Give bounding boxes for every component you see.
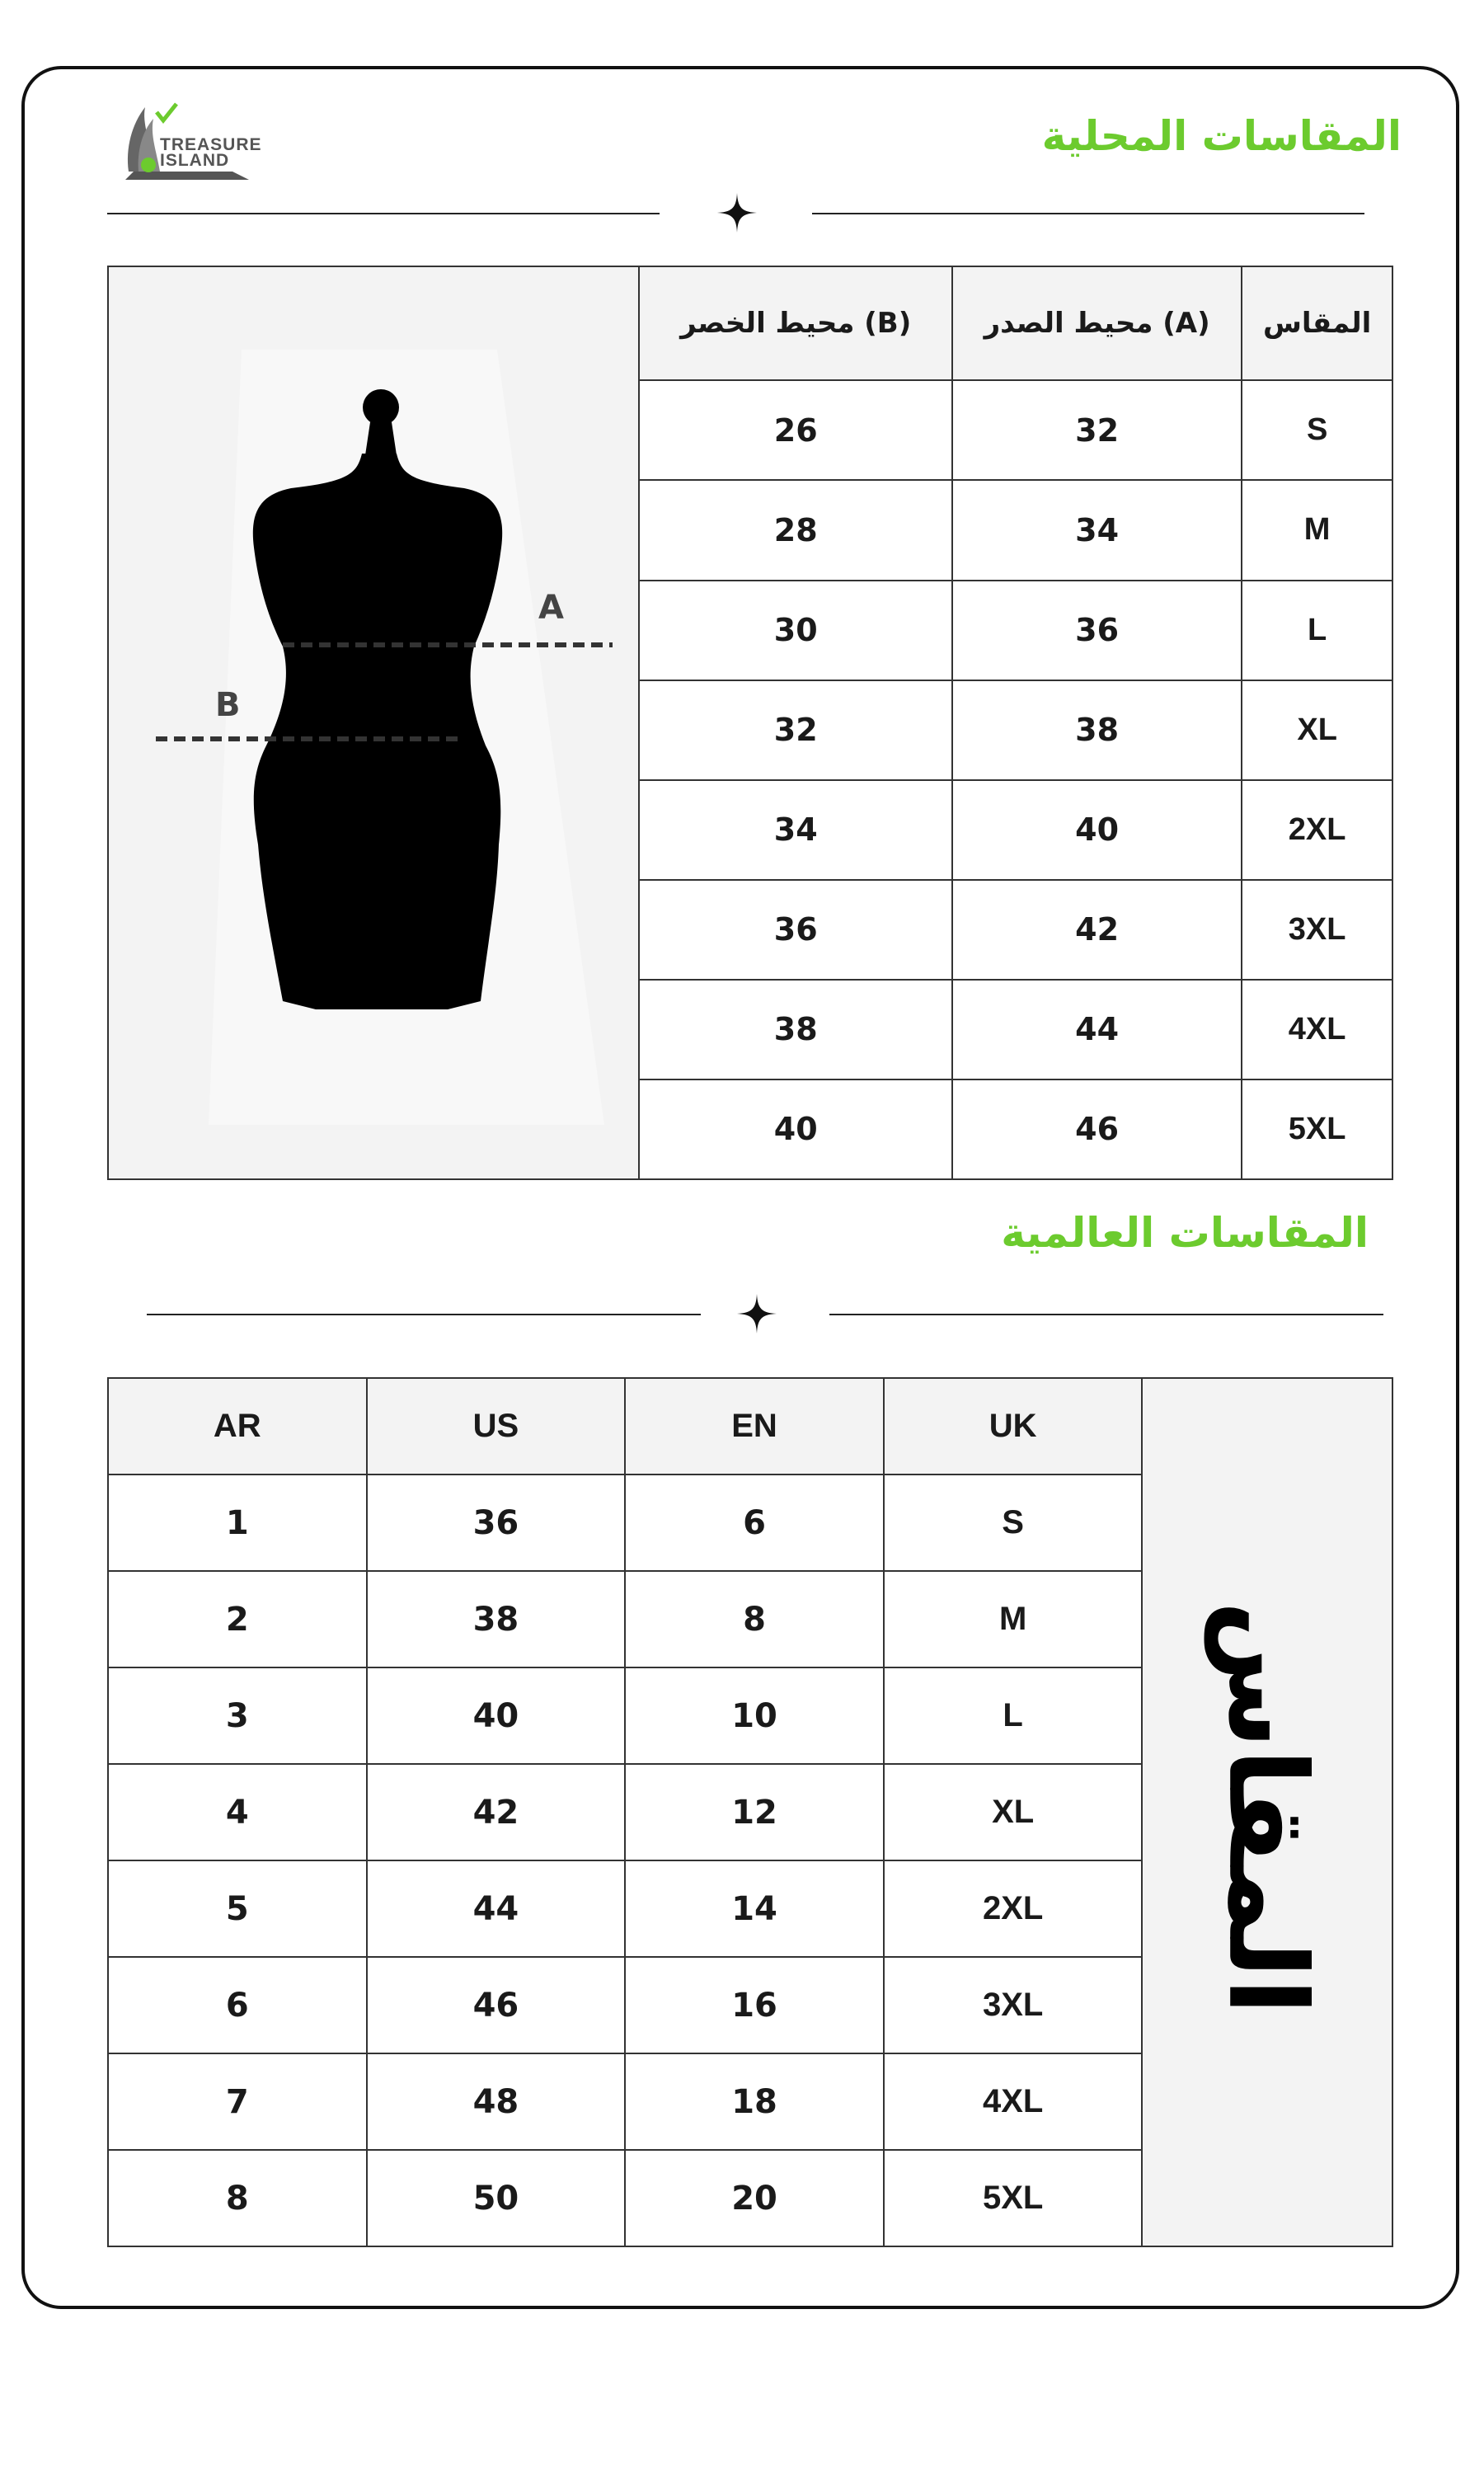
uk-cell: M [884, 1571, 1143, 1667]
waist-cell: 38 [639, 980, 951, 1079]
en-header: EN [625, 1378, 884, 1475]
international-size-table [107, 1377, 1393, 2247]
chest-cell: 46 [952, 1079, 1242, 1179]
label-b: B [215, 686, 241, 724]
waist-cell: 26 [639, 380, 951, 480]
waist-cell: 34 [639, 780, 951, 880]
waist-cell: 28 [639, 480, 951, 580]
size-cell: 5XL [1242, 1079, 1392, 1179]
en-cell: 14 [625, 1860, 884, 1957]
uk-cell: 2XL [884, 1860, 1143, 1957]
ar-cell: 6 [108, 1957, 367, 2053]
waist-cell: 32 [639, 680, 951, 780]
logo-text-line2: ISLAND [160, 151, 230, 170]
ar-header: AR [108, 1378, 367, 1475]
size-cell: M [1242, 480, 1392, 580]
ar-cell: 4 [108, 1764, 367, 1860]
logo-text-line1: TREASURE [160, 135, 262, 154]
us-cell: 36 [367, 1475, 626, 1571]
chest-cell: 42 [952, 880, 1242, 980]
en-cell: 10 [625, 1667, 884, 1764]
ar-cell: 7 [108, 2053, 367, 2150]
en-cell: 6 [625, 1475, 884, 1571]
en-cell: 20 [625, 2150, 884, 2246]
us-cell: 38 [367, 1571, 626, 1667]
ar-cell: 5 [108, 1860, 367, 1957]
chest-cell: 32 [952, 380, 1242, 480]
size-header: المقاس [1242, 266, 1392, 380]
divider-line-left [147, 1314, 701, 1315]
us-cell: 40 [367, 1667, 626, 1764]
size-cell: 4XL [1242, 980, 1392, 1079]
chest-cell: 40 [952, 780, 1242, 880]
uk-cell: 4XL [884, 2053, 1143, 2150]
local-table-header [108, 266, 1392, 380]
mannequin-figure-cell [108, 266, 639, 1179]
waist-header: محيط الخصر (B) [639, 266, 951, 380]
sparkle-icon [716, 191, 758, 234]
uk-header: UK [884, 1378, 1143, 1475]
size-cell: L [1242, 581, 1392, 680]
size-side-label-cell [1142, 1378, 1392, 2246]
mannequin-figure [110, 267, 637, 1171]
divider-line-left [107, 213, 660, 214]
chest-cell: 38 [952, 680, 1242, 780]
size-side-label: المقاس [1205, 1601, 1331, 2015]
divider-line-right [829, 1314, 1383, 1315]
waist-cell: 30 [639, 581, 951, 680]
size-cell: 3XL [1242, 880, 1392, 980]
uk-cell: S [884, 1475, 1143, 1571]
size-cell: S [1242, 380, 1392, 480]
us-cell: 48 [367, 2053, 626, 2150]
waist-cell: 40 [639, 1079, 951, 1179]
size-cell: XL [1242, 680, 1392, 780]
uk-cell: 5XL [884, 2150, 1143, 2246]
intl-table-header [108, 1378, 1392, 1475]
en-cell: 16 [625, 1957, 884, 2053]
us-cell: 46 [367, 1957, 626, 2053]
uk-cell: L [884, 1667, 1143, 1764]
waist-cell: 36 [639, 880, 951, 980]
ar-cell: 1 [108, 1475, 367, 1571]
us-cell: 42 [367, 1764, 626, 1860]
us-cell: 50 [367, 2150, 626, 2246]
label-a: A [538, 589, 565, 627]
chest-header: محيط الصدر (A) [952, 266, 1242, 380]
international-sizes-title: المقاسات العالمية [1001, 1209, 1369, 1257]
us-header: US [367, 1378, 626, 1475]
chest-cell: 36 [952, 581, 1242, 680]
en-cell: 18 [625, 2053, 884, 2150]
divider-line-right [812, 213, 1364, 214]
us-cell: 44 [367, 1860, 626, 1957]
local-size-table [107, 266, 1393, 1180]
ar-cell: 8 [108, 2150, 367, 2246]
local-sizes-title: المقاسات المحلية [1041, 112, 1402, 160]
en-cell: 8 [625, 1571, 884, 1667]
ar-cell: 2 [108, 1571, 367, 1667]
chest-cell: 34 [952, 480, 1242, 580]
chest-cell: 44 [952, 980, 1242, 1079]
en-cell: 12 [625, 1764, 884, 1860]
ar-cell: 3 [108, 1667, 367, 1764]
sparkle-icon [735, 1292, 778, 1335]
uk-cell: 3XL [884, 1957, 1143, 2053]
logo-text [160, 137, 262, 168]
size-cell: 2XL [1242, 780, 1392, 880]
uk-cell: XL [884, 1764, 1143, 1860]
